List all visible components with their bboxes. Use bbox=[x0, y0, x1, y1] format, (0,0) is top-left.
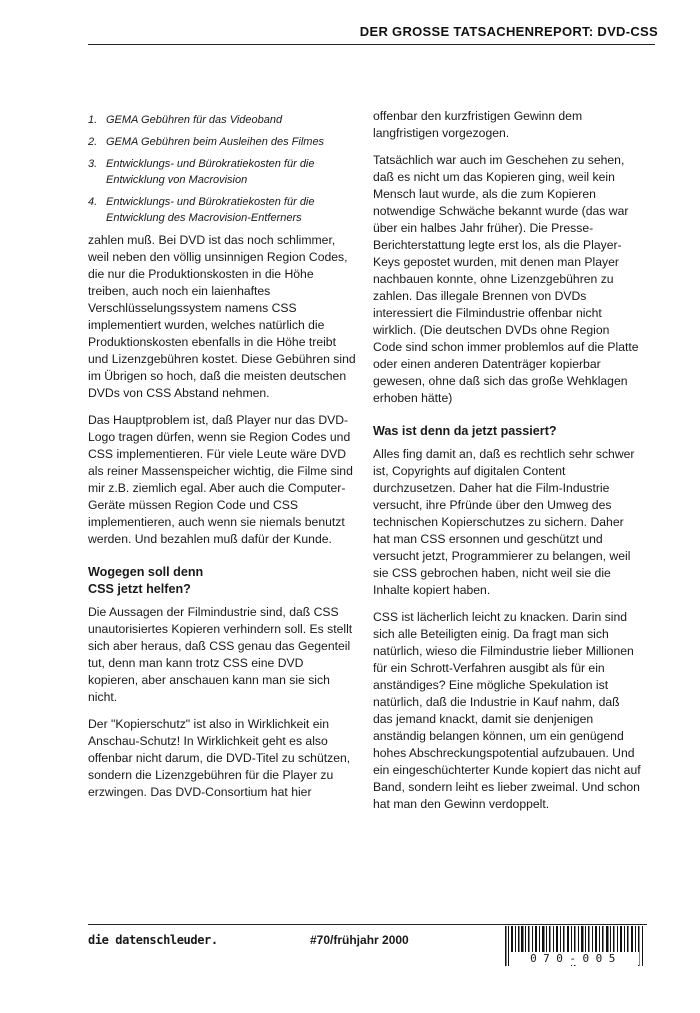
issue-label: #70/frühjahr 2000 bbox=[310, 933, 409, 947]
list-item bbox=[88, 112, 356, 128]
list-item-text: Entwicklungs- und Bürokratiekosten für die Entwicklung des Macrovision-Entferners bbox=[106, 196, 315, 224]
section-heading: Was ist denn da jetzt passiert? bbox=[373, 424, 557, 438]
body-paragraph: offenbar den kurzfristigen Gewinn dem langfristigen vorgezogen. bbox=[373, 109, 583, 140]
header-divider bbox=[88, 44, 655, 45]
barcode-number: 070-005 bbox=[513, 952, 639, 965]
body-paragraph: Tatsächlich war auch im Geschehen zu sehen, daß es nicht um das Kopieren ging, weil kein Mensch laut wurde, als die zum Kopieren notwendige Schwäche bekannt wurde (das war über ein halbes Jahr früher). Die Presse-Berichterstattung legte erst los, als die Player-Keys gepostet wurden, mit denen man Player nachbauen konnte, ohne Lizenzgebühren zu zahlen. Das illegale Brennen von DVDs interessiert die Filmindustrie offenbar nicht wirklich. (Die deutschen DVDs ohne Region Code sind schon immer problemlos auf die Platte oder einen anderen Datenträger kopierbar gewesen, ohne daß sich das große Wehklagen erhoben hätte) bbox=[373, 153, 639, 405]
body-paragraph: Der "Kopierschutz" ist also in Wirklichkeit ein Anschau-Schutz! In Wirklichkeit geht es also offenbar nicht darum, die DVD-Titel zu schützen, sondern die Lizenzgebühren für die Player zu erzwingen. Das DVD-Consortium hat hier bbox=[88, 717, 351, 799]
magazine-name: die datenschleuder. bbox=[88, 933, 218, 947]
list-item-text: Entwicklungs- und Bürokratiekosten für die Entwicklung von Macrovision bbox=[106, 158, 315, 186]
section-heading-line: Wogegen soll denn bbox=[88, 565, 204, 579]
left-column bbox=[88, 112, 356, 811]
body-paragraph: CSS ist lächerlich leicht zu knacken. Darin sind sich alle Beteiligten einig. Da fragt man sich natürlich, wieso die Filmindustrie lieber Millionen für ein Schrott-Verfahren ausgibt als für ein anständiges? Eine mögliche Spekulation ist natürlich, daß die Industrie in Kauf nahm, daß das jemand knackt, damit sie denjenigen anständig belangen können, um ein genügend hohes Abschreckungspotential aufzubauen. Und ein eingeschüchterter Kunde kopiert das nicht auf Band, sondern leiht es lieber zweimal. Und schon hat man den Gewinn verdoppelt. bbox=[373, 610, 641, 811]
list-item bbox=[88, 134, 356, 150]
body-paragraph: Das Hauptproblem ist, daß Player nur das DVD-Logo tragen dürfen, wenn sie Region Codes und CSS implementieren. Für viele Leute wäre DVD als reiner Massenspeicher wichtig, die Filme sind mir z.B. ziemlich egal. Aber auch die Computer-Geräte müssen Region Code und CSS implementieren, auch wenn sie niemals benutzt werden. Und bezahlen muß dafür der Kunde. bbox=[88, 413, 353, 546]
list-item-number: 4. bbox=[88, 196, 98, 208]
footer-divider bbox=[88, 924, 647, 925]
list-item-number: 3. bbox=[88, 158, 98, 170]
body-paragraph: zahlen muß. Bei DVD ist das noch schlimmer, weil neben den völlig unsinnigen Region Codes, die nur die Produktionskosten in die Höhe treiben, auch noch ein laienhaftes Verschlüsselungssystem namens CSS implementiert wurden, welches natürlich die Produktionskosten ebenfalls in die Höhe treibt und Lizenzgebühren kostet. Diese Gebühren sind im Übrigen so hoch, daß die meisten deutschen DVDs von CSS Abstand nehmen. bbox=[88, 233, 356, 400]
section-heading bbox=[88, 564, 356, 598]
body-paragraph: Alles fing damit an, daß es rechtlich sehr schwer ist, Copyrights auf digitalen Content durchzusetzen. Daher hat die Film-Industrie versucht, ihre Pfründe über den Umweg des technischen Kopierschutzes zu sichern. Daher hat man CSS ersonnen und geschützt und versucht jetzt, Programmierer zu belangen, weil sie CSS gebrochen haben, nicht weil sie die Inhalte kopiert haben. bbox=[373, 447, 635, 597]
list-item bbox=[88, 194, 356, 226]
cost-list bbox=[88, 112, 356, 226]
list-item-text: GEMA Gebühren für das Videoband bbox=[106, 114, 283, 126]
list-item-text: GEMA Gebühren beim Ausleihen des Filmes bbox=[106, 136, 325, 148]
page-header-title: DER GROSSE TATSACHENREPORT: DVD-CSS bbox=[359, 24, 658, 39]
right-column bbox=[373, 108, 641, 823]
section-heading-line: CSS jetzt helfen? bbox=[88, 582, 191, 596]
list-item-number: 1. bbox=[88, 114, 98, 126]
list-item bbox=[88, 156, 356, 188]
body-paragraph: Die Aussagen der Filmindustrie sind, daß CSS unautorisiertes Kopieren verhindern soll. Es stellt sich aber heraus, daß CSS genau das Gegenteil tut, denn man kann trotz CSS eine DVD kopieren, aber anschauen kann man sie sich nicht. bbox=[88, 605, 353, 704]
list-item-number: 2. bbox=[88, 136, 98, 148]
